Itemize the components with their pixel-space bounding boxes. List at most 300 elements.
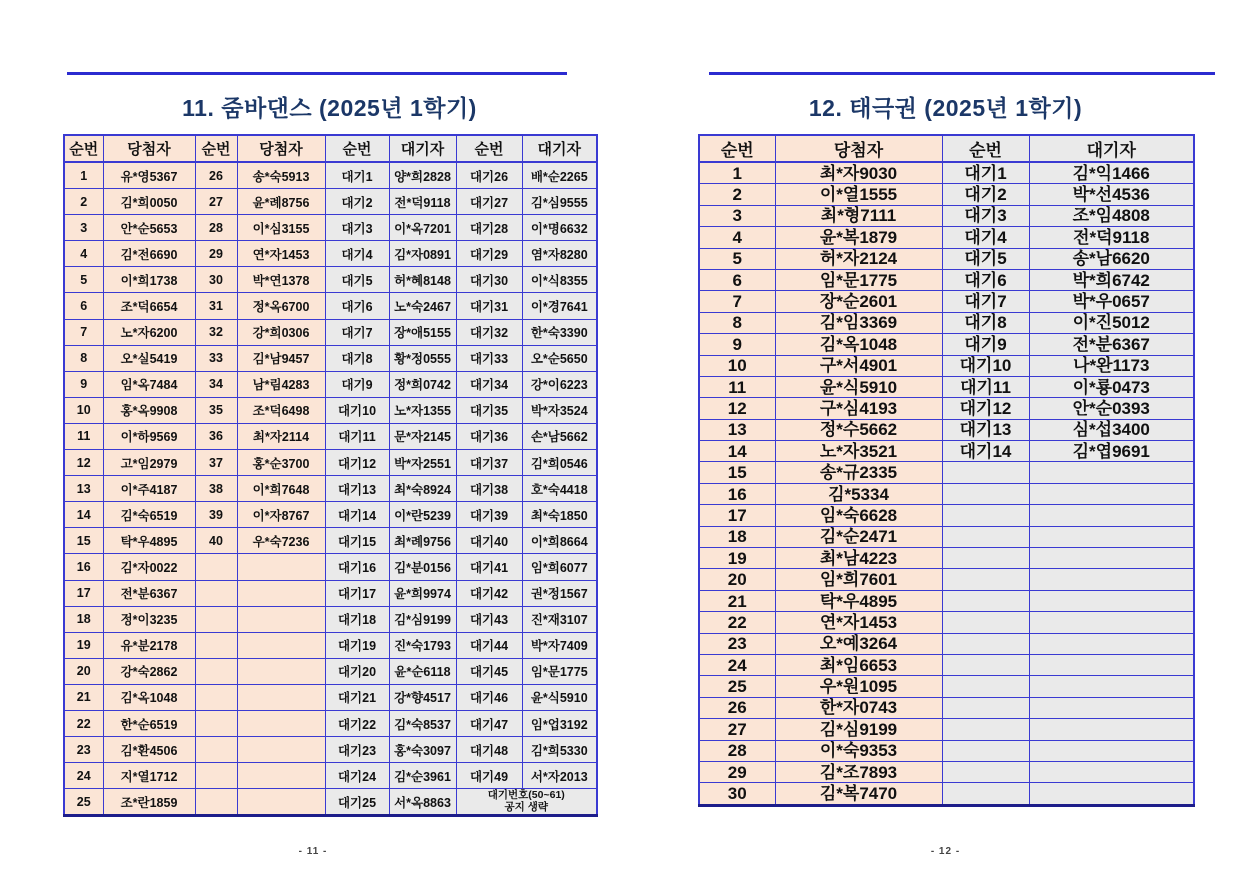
table-row (699, 419, 1194, 440)
table-cell: 김*자0022 (103, 554, 195, 580)
table-cell: 5 (64, 267, 103, 293)
table-cell: 윤*복1879 (775, 227, 942, 248)
table-cell (1029, 462, 1194, 483)
table-cell (942, 697, 1029, 718)
table-cell: 대기8 (942, 312, 1029, 333)
table-row (64, 658, 597, 684)
page-number-left: - 11 - (298, 846, 328, 857)
table-cell: 이*란5239 (389, 502, 456, 528)
table-cell: 12 (64, 450, 103, 476)
table-cell: 심*섭3400 (1029, 419, 1194, 440)
table-cell: 김*임3369 (775, 312, 942, 333)
table-cell: 34 (195, 371, 237, 397)
table-cell: 대기9 (942, 334, 1029, 355)
table-cell: 김*옥1048 (103, 684, 195, 710)
table-cell: 대기41 (456, 554, 522, 580)
table-cell: 최*자2114 (237, 423, 325, 449)
table-cell: 이*식8355 (522, 267, 597, 293)
table-cell: 25 (64, 789, 103, 816)
table-row (64, 189, 597, 215)
table-cell: 6 (699, 269, 775, 290)
table-cell: 대기7 (942, 291, 1029, 312)
table-cell (237, 737, 325, 763)
table-cell (942, 761, 1029, 782)
table-cell: 8 (64, 345, 103, 371)
table-cell: 오*예3264 (775, 633, 942, 654)
table-row (699, 483, 1194, 504)
table-row (64, 476, 597, 502)
table-cell: 대기32 (456, 319, 522, 345)
table-cell: 17 (64, 580, 103, 606)
table-cell: 대기8 (325, 345, 389, 371)
table-row (64, 502, 597, 528)
table-row (699, 569, 1194, 590)
table-cell: 17 (699, 505, 775, 526)
table-cell: 이*주4187 (103, 476, 195, 502)
table-cell (195, 684, 237, 710)
table-row (699, 654, 1194, 675)
table-cell (195, 606, 237, 632)
table-cell: 임*업3192 (522, 710, 597, 736)
table-row (699, 184, 1194, 205)
table-cell: 박*연1378 (237, 267, 325, 293)
table-cell: 조*덕6654 (103, 293, 195, 319)
table-cell: 박*자2551 (389, 450, 456, 476)
table-cell: 진*숙1793 (389, 632, 456, 658)
table-cell (942, 676, 1029, 697)
table-cell: 이*희1738 (103, 267, 195, 293)
table-row (64, 215, 597, 241)
table-cell (942, 740, 1029, 761)
table-cell: 김*익1466 (1029, 162, 1194, 184)
table-cell (237, 554, 325, 580)
table-cell: 대기48 (456, 737, 522, 763)
table-cell: 탁*우4895 (103, 528, 195, 554)
column-header: 대기자 (389, 135, 456, 162)
table-cell: 허*자2124 (775, 248, 942, 269)
table-cell: 탁*우4895 (775, 590, 942, 611)
table-cell: 구*서4901 (775, 355, 942, 376)
table-cell: 강*향4517 (389, 684, 456, 710)
table-cell: 33 (195, 345, 237, 371)
table-cell: 염*자8280 (522, 241, 597, 267)
table-cell: 32 (195, 319, 237, 345)
table-cell: 40 (195, 528, 237, 554)
table-cell: 장*순2601 (775, 291, 942, 312)
table-cell: 강*이6223 (522, 371, 597, 397)
table-cell: 김*복7470 (775, 783, 942, 805)
table-cell: 박*희6742 (1029, 269, 1194, 290)
table-cell: 대기16 (325, 554, 389, 580)
table-cell: 김*순2471 (775, 526, 942, 547)
table-cell: 대기21 (325, 684, 389, 710)
header-row (64, 135, 597, 162)
header-row (699, 135, 1194, 162)
table-cell: 최*숙8924 (389, 476, 456, 502)
table-cell: 오*순5650 (522, 345, 597, 371)
table-cell (1029, 676, 1194, 697)
table-cell: 김*심9555 (522, 189, 597, 215)
table-cell: 김*희5330 (522, 737, 597, 763)
table-cell: 이*명6632 (522, 215, 597, 241)
table-cell: 고*임2979 (103, 450, 195, 476)
table-cell (942, 548, 1029, 569)
table-cell (1029, 783, 1194, 805)
table-cell: 16 (64, 554, 103, 580)
table-cell: 19 (64, 632, 103, 658)
table-cell (1029, 761, 1194, 782)
table-row (699, 783, 1194, 805)
table-cell (942, 783, 1029, 805)
table-cell: 우*원1095 (775, 676, 942, 697)
table-cell (1029, 654, 1194, 675)
table-row (64, 554, 597, 580)
table-cell: 임*문1775 (522, 658, 597, 684)
page-title-taichi: 12. 태극권 (2025년 1학기) (808, 95, 1083, 121)
table-row (64, 162, 597, 189)
table-cell: 35 (195, 397, 237, 423)
table-cell: 대기9 (325, 371, 389, 397)
table-cell: 윤*식5910 (522, 684, 597, 710)
table-cell: 대기7 (325, 319, 389, 345)
table-cell: 9 (64, 371, 103, 397)
table-cell (1029, 697, 1194, 718)
table-cell: 24 (64, 763, 103, 789)
table-row (64, 580, 597, 606)
table-cell: 대기13 (325, 476, 389, 502)
table-cell: 7 (64, 319, 103, 345)
table-cell: 강*희0306 (237, 319, 325, 345)
table-cell: 10 (699, 355, 775, 376)
table-cell: 26 (195, 162, 237, 189)
table-row (699, 633, 1194, 654)
table-cell: 대기47 (456, 710, 522, 736)
table-cell: 대기12 (942, 398, 1029, 419)
table-cell: 노*자6200 (103, 319, 195, 345)
table-row (64, 450, 597, 476)
table-cell: 26 (699, 697, 775, 718)
table-row (699, 676, 1194, 697)
table-cell: 10 (64, 397, 103, 423)
table-cell: 최*자9030 (775, 162, 942, 184)
table-cell (942, 526, 1029, 547)
table-cell: 27 (195, 189, 237, 215)
table-row (699, 526, 1194, 547)
table-cell: 대기13 (942, 419, 1029, 440)
table-cell: 김*5334 (775, 483, 942, 504)
table-cell: 남*림4283 (237, 371, 325, 397)
table-cell: 홍*순3700 (237, 450, 325, 476)
table-cell: 7 (699, 291, 775, 312)
table-cell: 대기49 (456, 763, 522, 789)
column-header: 대기자 (1029, 135, 1194, 162)
table-cell (237, 789, 325, 816)
table-row (699, 312, 1194, 333)
table-cell: 이*룡0473 (1029, 376, 1194, 397)
table-cell: 임*희7601 (775, 569, 942, 590)
table-row (699, 205, 1194, 226)
table-row (64, 684, 597, 710)
table-cell: 대기40 (456, 528, 522, 554)
table-cell: 최*형7111 (775, 205, 942, 226)
table-cell: 1 (64, 162, 103, 189)
column-header: 당첨자 (775, 135, 942, 162)
table-cell: 전*덕9118 (389, 189, 456, 215)
table-cell: 28 (195, 215, 237, 241)
table-cell: 나*완1173 (1029, 355, 1194, 376)
table-cell (1029, 569, 1194, 590)
table-row (699, 590, 1194, 611)
table-cell: 대기22 (325, 710, 389, 736)
table-cell: 장*애5155 (389, 319, 456, 345)
table-cell (195, 554, 237, 580)
table-cell: 1 (699, 162, 775, 184)
table-cell: 김*심9199 (389, 606, 456, 632)
table-cell: 양*희2828 (389, 162, 456, 189)
table-cell: 우*숙7236 (237, 528, 325, 554)
table-cell: 28 (699, 740, 775, 761)
column-header: 대기자 (522, 135, 597, 162)
table-cell (1029, 612, 1194, 633)
table-cell: 대기23 (325, 737, 389, 763)
page-title-zumba: 11. 줌바댄스 (2025년 1학기) (182, 95, 477, 121)
table-cell: 대기18 (325, 606, 389, 632)
top-rule-left (67, 72, 567, 75)
table-row (699, 291, 1194, 312)
table-cell: 구*심4193 (775, 398, 942, 419)
table-cell: 18 (64, 606, 103, 632)
table-cell: 대기11 (325, 423, 389, 449)
table-cell: 정*수5662 (775, 419, 942, 440)
table-cell: 4 (699, 227, 775, 248)
table-cell: 대기34 (456, 371, 522, 397)
zumba-winners-table (63, 134, 598, 817)
table-cell: 김*조7893 (775, 761, 942, 782)
table-row (64, 241, 597, 267)
table-cell: 대기42 (456, 580, 522, 606)
table-cell: 30 (195, 267, 237, 293)
table-cell: 대기14 (325, 502, 389, 528)
taichi-table-header (699, 135, 1194, 162)
table-cell (237, 580, 325, 606)
table-cell (942, 483, 1029, 504)
note-cell: 대기번호(50~61) 공지 생략 (456, 789, 597, 816)
table-cell: 최*숙1850 (522, 502, 597, 528)
table-cell: 15 (699, 462, 775, 483)
table-cell: 21 (699, 590, 775, 611)
page-number-right: - 12 - (930, 846, 961, 857)
table-cell: 29 (195, 241, 237, 267)
table-cell: 30 (699, 783, 775, 805)
table-cell (1029, 740, 1194, 761)
table-cell: 김*옥1048 (775, 334, 942, 355)
table-cell: 14 (64, 502, 103, 528)
table-cell (1029, 505, 1194, 526)
table-cell: 대기30 (456, 267, 522, 293)
table-cell: 19 (699, 548, 775, 569)
table-cell: 김*심9199 (775, 719, 942, 740)
table-cell (1029, 590, 1194, 611)
table-cell (237, 763, 325, 789)
table-row (64, 632, 597, 658)
table-cell: 대기43 (456, 606, 522, 632)
table-cell: 전*분6367 (103, 580, 195, 606)
table-cell: 김*환4506 (103, 737, 195, 763)
table-cell: 27 (699, 719, 775, 740)
table-cell: 최*남4223 (775, 548, 942, 569)
table-cell (237, 632, 325, 658)
table-cell: 박*우0657 (1029, 291, 1194, 312)
table-cell: 22 (64, 710, 103, 736)
table-cell: 대기33 (456, 345, 522, 371)
table-cell: 대기1 (942, 162, 1029, 184)
table-cell: 대기11 (942, 376, 1029, 397)
table-cell: 송*남6620 (1029, 248, 1194, 269)
table-row (699, 548, 1194, 569)
table-cell: 윤*순6118 (389, 658, 456, 684)
table-cell: 대기6 (325, 293, 389, 319)
table-cell (195, 737, 237, 763)
table-cell: 한*순6519 (103, 710, 195, 736)
table-cell: 송*숙5913 (237, 162, 325, 189)
table-cell (195, 580, 237, 606)
table-cell: 대기2 (325, 189, 389, 215)
table-cell: 대기3 (942, 205, 1029, 226)
table-cell: 대기25 (325, 789, 389, 816)
table-cell: 유*분2178 (103, 632, 195, 658)
table-cell: 대기24 (325, 763, 389, 789)
table-cell: 2 (64, 189, 103, 215)
table-row (64, 371, 597, 397)
column-header: 순번 (942, 135, 1029, 162)
table-cell: 39 (195, 502, 237, 528)
table-row (699, 612, 1194, 633)
table-cell: 홍*옥9908 (103, 397, 195, 423)
table-cell (1029, 548, 1194, 569)
table-cell: 11 (699, 376, 775, 397)
table-cell: 이*열1555 (775, 184, 942, 205)
table-row (699, 398, 1194, 419)
table-cell: 22 (699, 612, 775, 633)
table-cell: 대기14 (942, 441, 1029, 462)
table-cell: 대기5 (325, 267, 389, 293)
table-cell: 연*자1453 (237, 241, 325, 267)
table-cell: 15 (64, 528, 103, 554)
table-cell: 임*옥7484 (103, 371, 195, 397)
table-cell: 20 (64, 658, 103, 684)
table-cell (942, 505, 1029, 526)
table-cell: 권*정1567 (522, 580, 597, 606)
table-cell: 대기4 (942, 227, 1029, 248)
table-row (64, 319, 597, 345)
table-row (699, 441, 1194, 462)
table-cell: 김*자0891 (389, 241, 456, 267)
table-cell (195, 789, 237, 816)
table-row (64, 606, 597, 632)
table-cell: 박*자7409 (522, 632, 597, 658)
table-cell: 임*숙6628 (775, 505, 942, 526)
table-cell (942, 612, 1029, 633)
table-cell: 허*혜8148 (389, 267, 456, 293)
table-cell: 대기10 (942, 355, 1029, 376)
table-cell: 대기19 (325, 632, 389, 658)
table-cell: 이*옥7201 (389, 215, 456, 241)
table-cell: 연*자1453 (775, 612, 942, 633)
table-cell: 김*숙8537 (389, 710, 456, 736)
table-cell: 지*열1712 (103, 763, 195, 789)
table-cell: 대기36 (456, 423, 522, 449)
table-row (699, 162, 1194, 184)
table-cell (942, 633, 1029, 654)
zumba-table-header (64, 135, 597, 162)
table-cell: 배*순2265 (522, 162, 597, 189)
table-cell: 전*분6367 (1029, 334, 1194, 355)
table-row (699, 462, 1194, 483)
table-cell: 대기35 (456, 397, 522, 423)
table-cell: 윤*식5910 (775, 376, 942, 397)
table-cell: 노*자3521 (775, 441, 942, 462)
table-row (699, 740, 1194, 761)
table-cell: 대기12 (325, 450, 389, 476)
table-cell (1029, 526, 1194, 547)
table-cell: 김*순3961 (389, 763, 456, 789)
table-cell: 임*희6077 (522, 554, 597, 580)
table-cell (942, 654, 1029, 675)
table-row (699, 697, 1194, 718)
top-rule-right (709, 72, 1215, 75)
column-header: 당첨자 (237, 135, 325, 162)
table-cell: 3 (699, 205, 775, 226)
table-cell: 29 (699, 761, 775, 782)
table-cell: 25 (699, 676, 775, 697)
table-cell (237, 684, 325, 710)
table-cell: 김*숙6519 (103, 502, 195, 528)
table-cell: 대기44 (456, 632, 522, 658)
table-cell (237, 710, 325, 736)
table-cell: 호*숙4418 (522, 476, 597, 502)
table-row (64, 737, 597, 763)
table-cell: 이*숙9353 (775, 740, 942, 761)
table-cell: 윤*례8756 (237, 189, 325, 215)
table-cell: 대기38 (456, 476, 522, 502)
table-cell: 12 (699, 398, 775, 419)
table-cell: 서*자2013 (522, 763, 597, 789)
table-cell: 임*문1775 (775, 269, 942, 290)
table-cell: 31 (195, 293, 237, 319)
table-cell (942, 569, 1029, 590)
table-cell (942, 462, 1029, 483)
table-cell: 3 (64, 215, 103, 241)
table-cell: 김*희0050 (103, 189, 195, 215)
table-cell: 대기28 (456, 215, 522, 241)
table-cell: 황*정0555 (389, 345, 456, 371)
table-cell: 대기46 (456, 684, 522, 710)
table-cell (1029, 483, 1194, 504)
table-cell: 대기4 (325, 241, 389, 267)
table-cell: 대기31 (456, 293, 522, 319)
table-row (699, 334, 1194, 355)
table-cell: 23 (64, 737, 103, 763)
table-row (64, 789, 597, 816)
table-cell: 강*숙2862 (103, 658, 195, 684)
table-cell: 조*임4808 (1029, 205, 1194, 226)
table-row (64, 267, 597, 293)
table-cell: 대기20 (325, 658, 389, 684)
table-cell: 이*자8767 (237, 502, 325, 528)
table-cell: 정*희0742 (389, 371, 456, 397)
table-cell (195, 658, 237, 684)
table-cell: 이*희8664 (522, 528, 597, 554)
